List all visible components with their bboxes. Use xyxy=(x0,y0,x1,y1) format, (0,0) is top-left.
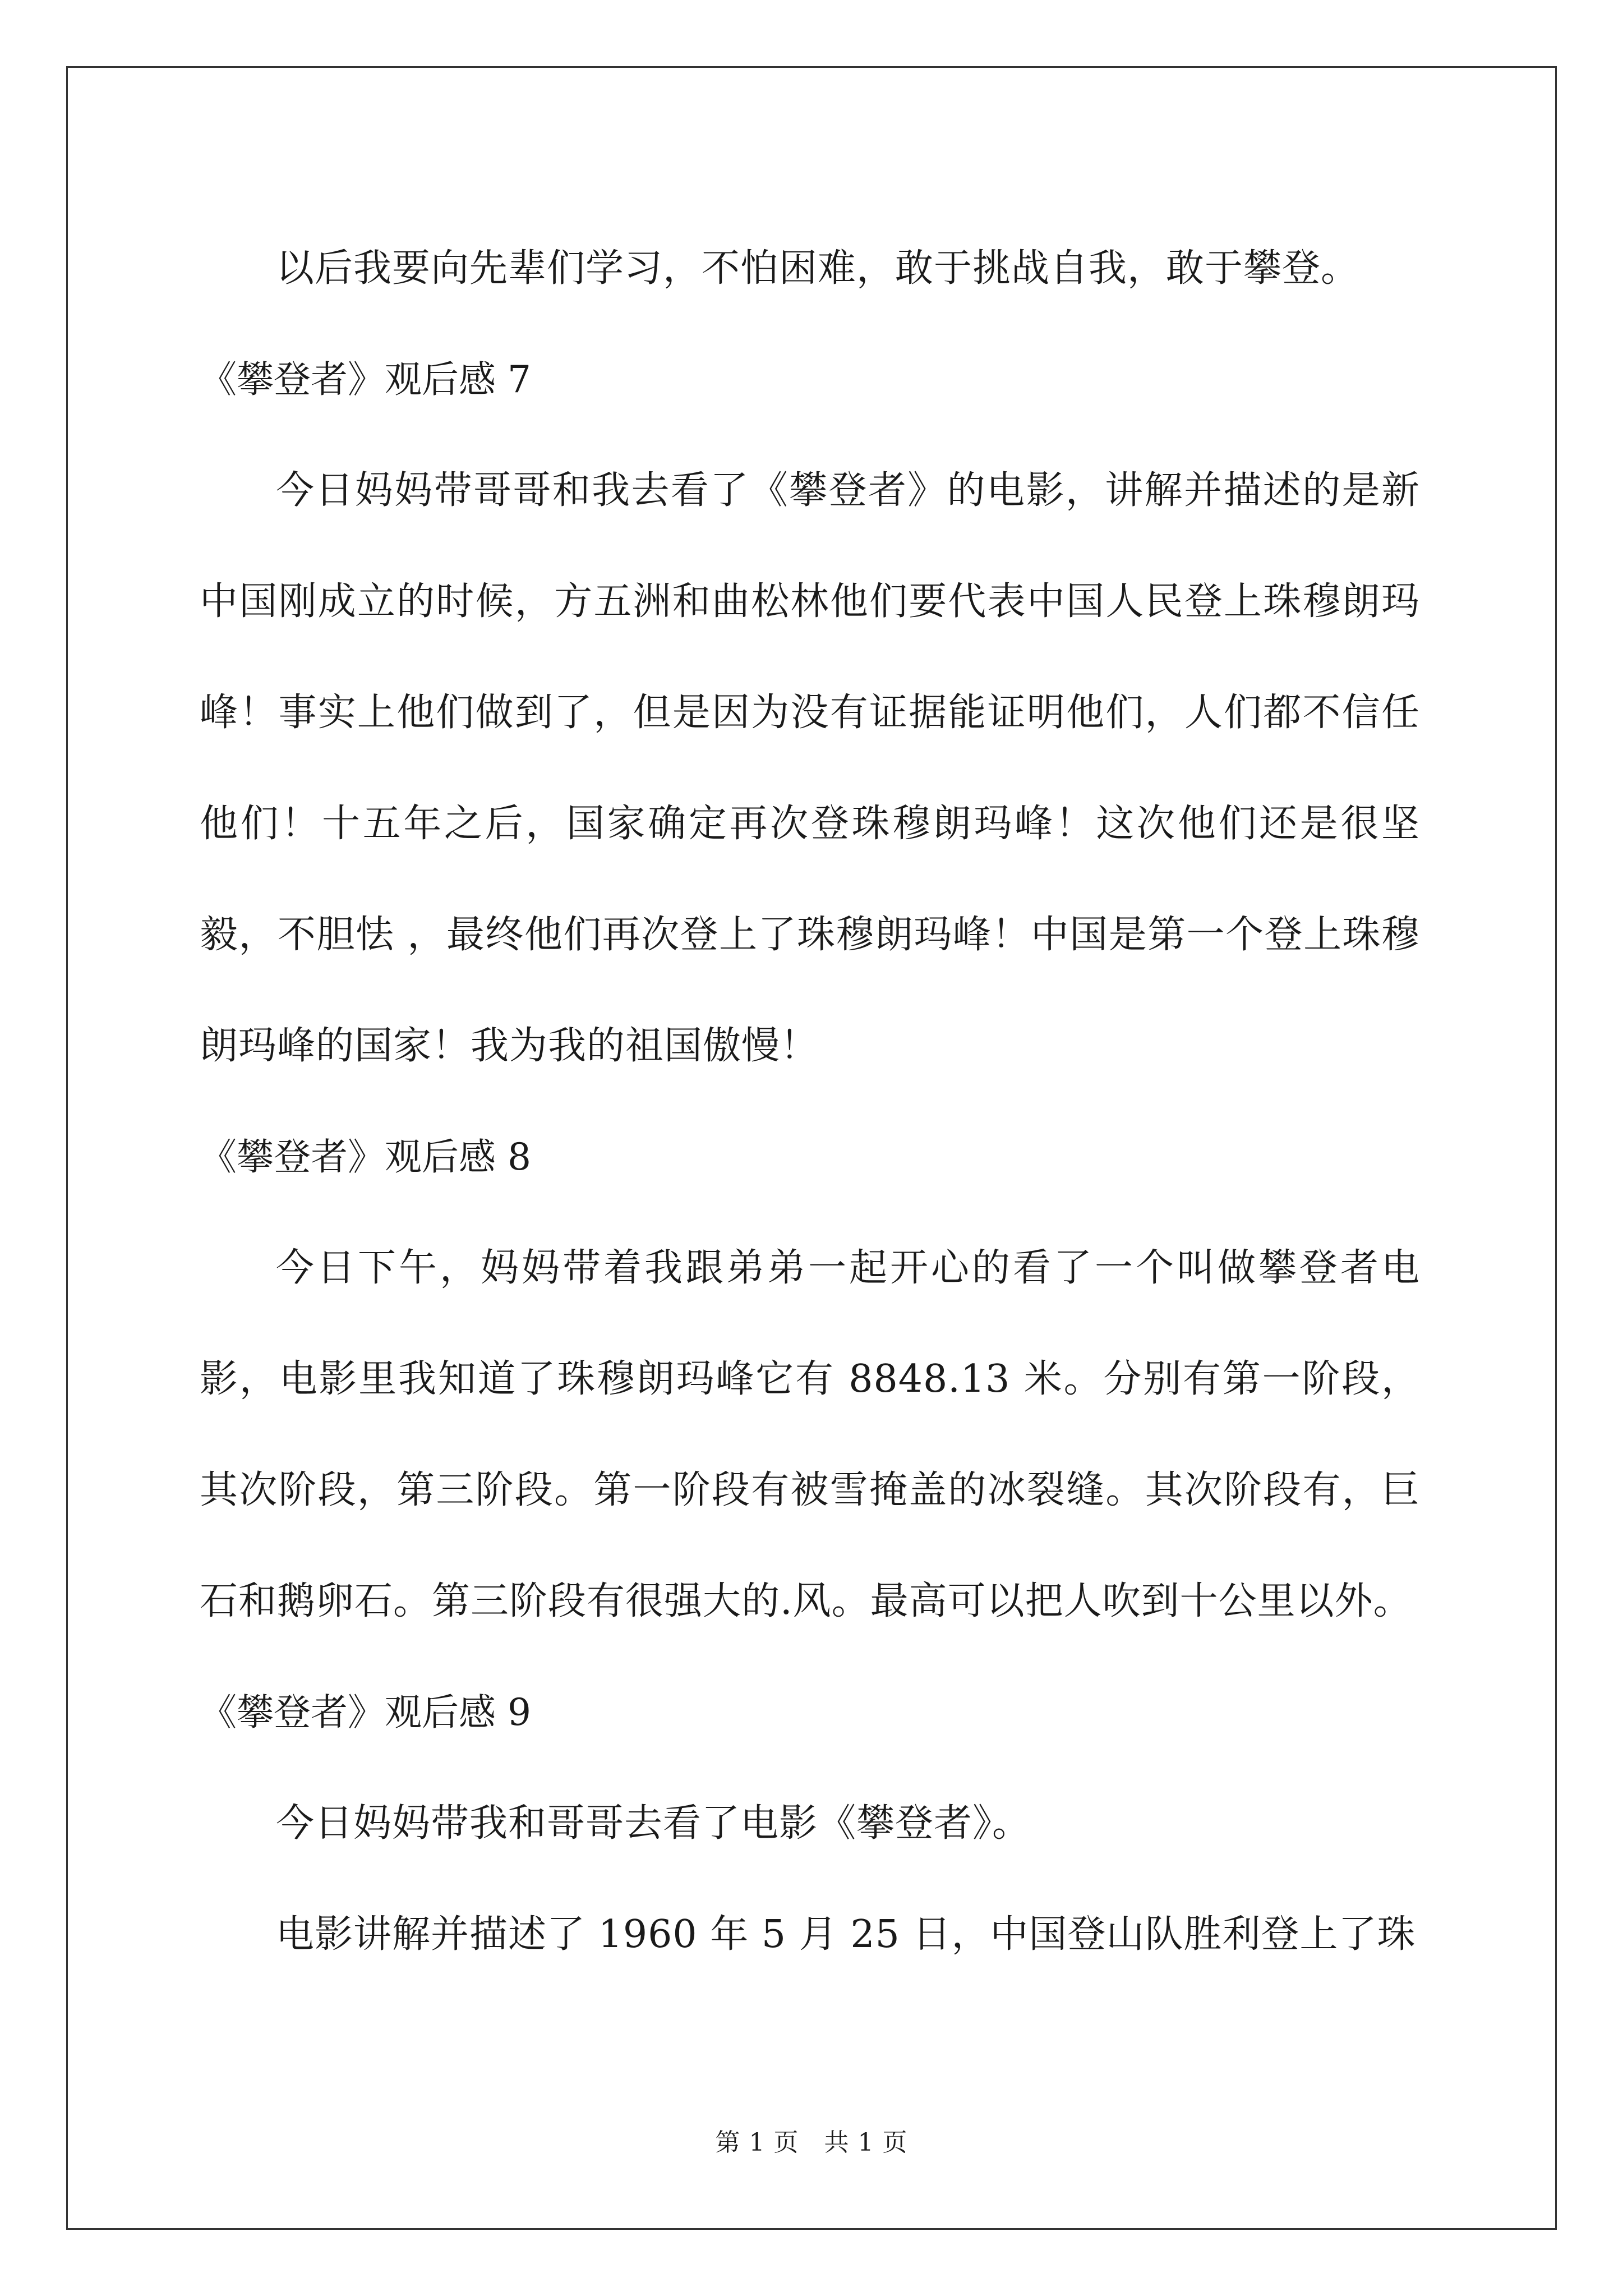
paragraph-5: 电影讲解并描述了 1960 年 5 月 25 日，中国登山队胜利登上了珠 xyxy=(276,1912,1416,1957)
page-footer: 第 1 页 共 1 页 xyxy=(715,2128,908,2157)
paragraph-3: 今日下午，妈妈带着我跟弟弟一起开心的看了一个叫做攀登者电影，电影里我知道了珠穆朗玛峰它有 8848.13 米。分别有第一阶段，其次阶段，第三阶段。第一阶段有被雪掩盖的冰裂缝。其次阶段有，巨石和鹅卵石。第三阶段有很强大的.风。最高可以把人吹到十公里以外。 xyxy=(200,1246,1420,1623)
section-heading-8: 《攀登者》观后感 8 xyxy=(200,1135,531,1179)
document-body xyxy=(200,213,1420,1990)
section-heading-9: 《攀登者》观后感 9 xyxy=(200,1691,531,1734)
paragraph-4: 今日妈妈带我和哥哥去看了电影《攀登者》。 xyxy=(276,1801,1031,1846)
section-heading-7: 《攀登者》观后感 7 xyxy=(200,358,531,401)
paragraph-2: 今日妈妈带哥哥和我去看了《攀登者》的电影，讲解并描述的是新中国刚成立的时候，方五洲和曲松林他们要代表中国人民登上珠穆朗玛峰！事实上他们做到了，但是因为没有证据能证明他们，人们都不信任他们！十五年之后，国家确定再次登珠穆朗玛峰！这次他们还是很坚毅，不胆怯 ，最终他们再次登上了珠穆朗玛峰！中国是第一个登上珠穆朗玛峰的国家！我为我的祖国傲慢！ xyxy=(200,468,1420,1068)
paragraph-1: 以后我要向先辈们学习，不怕困难，敢于挑战自我，敢于攀登。 xyxy=(276,246,1360,291)
